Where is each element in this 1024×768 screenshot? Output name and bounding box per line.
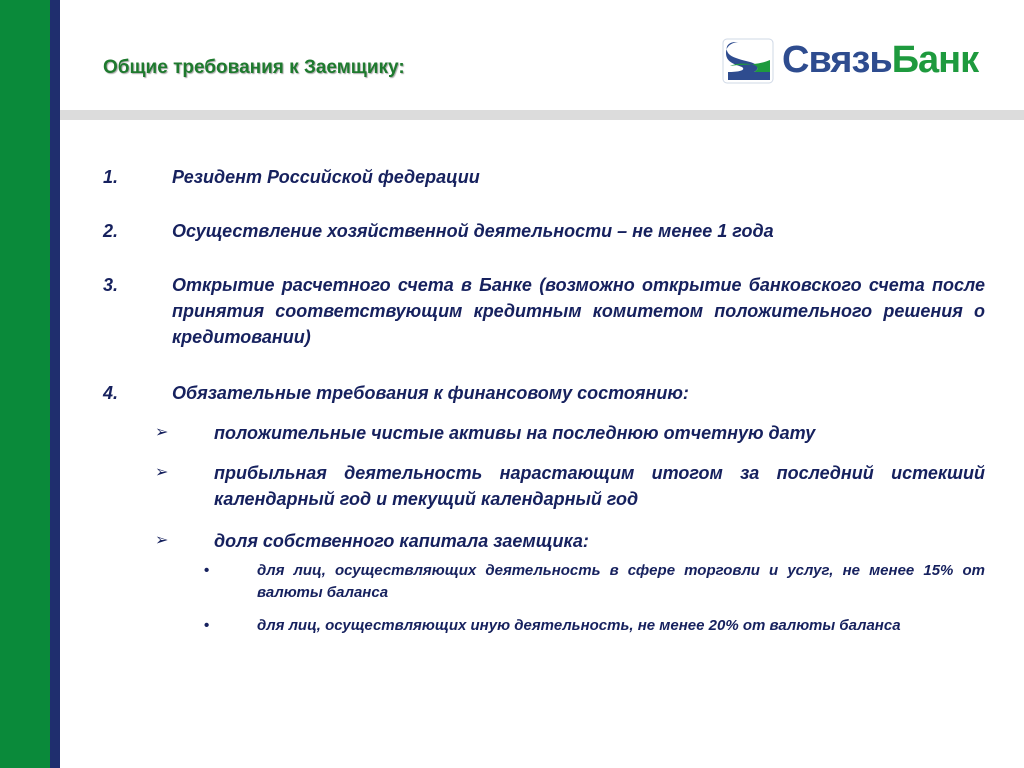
- requirement-item: [103, 218, 985, 244]
- requirement-item: [103, 380, 985, 406]
- requirement-text: Открытие расчетного счета в Банке (возможно открытие банковского счета после принятия соответствующим кредитным комитетом положительного решения о кредитовании): [172, 275, 985, 347]
- arrow-bullet-icon: ➢: [155, 464, 169, 481]
- svyazbank-logo: [720, 36, 1000, 86]
- requirement-number: 4.: [103, 383, 119, 403]
- requirement-text: Осуществление хозяйственной деятельности – не менее 1 года: [172, 221, 774, 241]
- requirement-number: 3.: [103, 275, 119, 295]
- equity-item: [103, 615, 985, 637]
- equity-text: для лиц, осуществляющих деятельность в сфере торговли и услуг, не менее 15% от валюты баланса: [257, 562, 985, 601]
- bullet-dot-icon: •: [204, 617, 210, 634]
- svyazbank-logo-icon: [720, 36, 776, 86]
- bullet-dot-icon: •: [204, 562, 210, 579]
- requirement-item: [103, 272, 985, 350]
- arrow-bullet-icon: ➢: [155, 532, 169, 549]
- financial-item: [103, 528, 985, 554]
- financial-text: положительные чистые активы на последнюю отчетную дату: [214, 423, 816, 443]
- financial-item: [103, 420, 985, 446]
- financial-text: прибыльная деятельность нарастающим итогом за последний истекший календарный год и текущий календарный год: [214, 463, 985, 509]
- left-green-stripe: [0, 0, 50, 768]
- arrow-bullet-icon: ➢: [155, 424, 169, 441]
- slide-title: Общие требования к Заемщику:: [103, 57, 405, 78]
- financial-item: [103, 460, 985, 512]
- financial-text: доля собственного капитала заемщика:: [214, 531, 589, 551]
- equity-item: [103, 560, 985, 604]
- requirement-item: [103, 164, 985, 190]
- logo-text-bank: Банк: [891, 39, 979, 81]
- equity-text: для лиц, осуществляющих иную деятельность, не менее 20% от валюты баланса: [257, 617, 901, 634]
- requirement-number: 2.: [103, 221, 119, 241]
- requirement-number: 1.: [103, 167, 119, 187]
- requirements-content: [103, 164, 985, 637]
- requirement-text: Резидент Российской федерации: [172, 167, 480, 187]
- logo-text-svyaz: Связь: [782, 39, 892, 81]
- requirement-text: Обязательные требования к финансовому состоянию:: [172, 383, 689, 403]
- left-navy-stripe: [50, 0, 60, 768]
- header-divider: [60, 110, 1024, 120]
